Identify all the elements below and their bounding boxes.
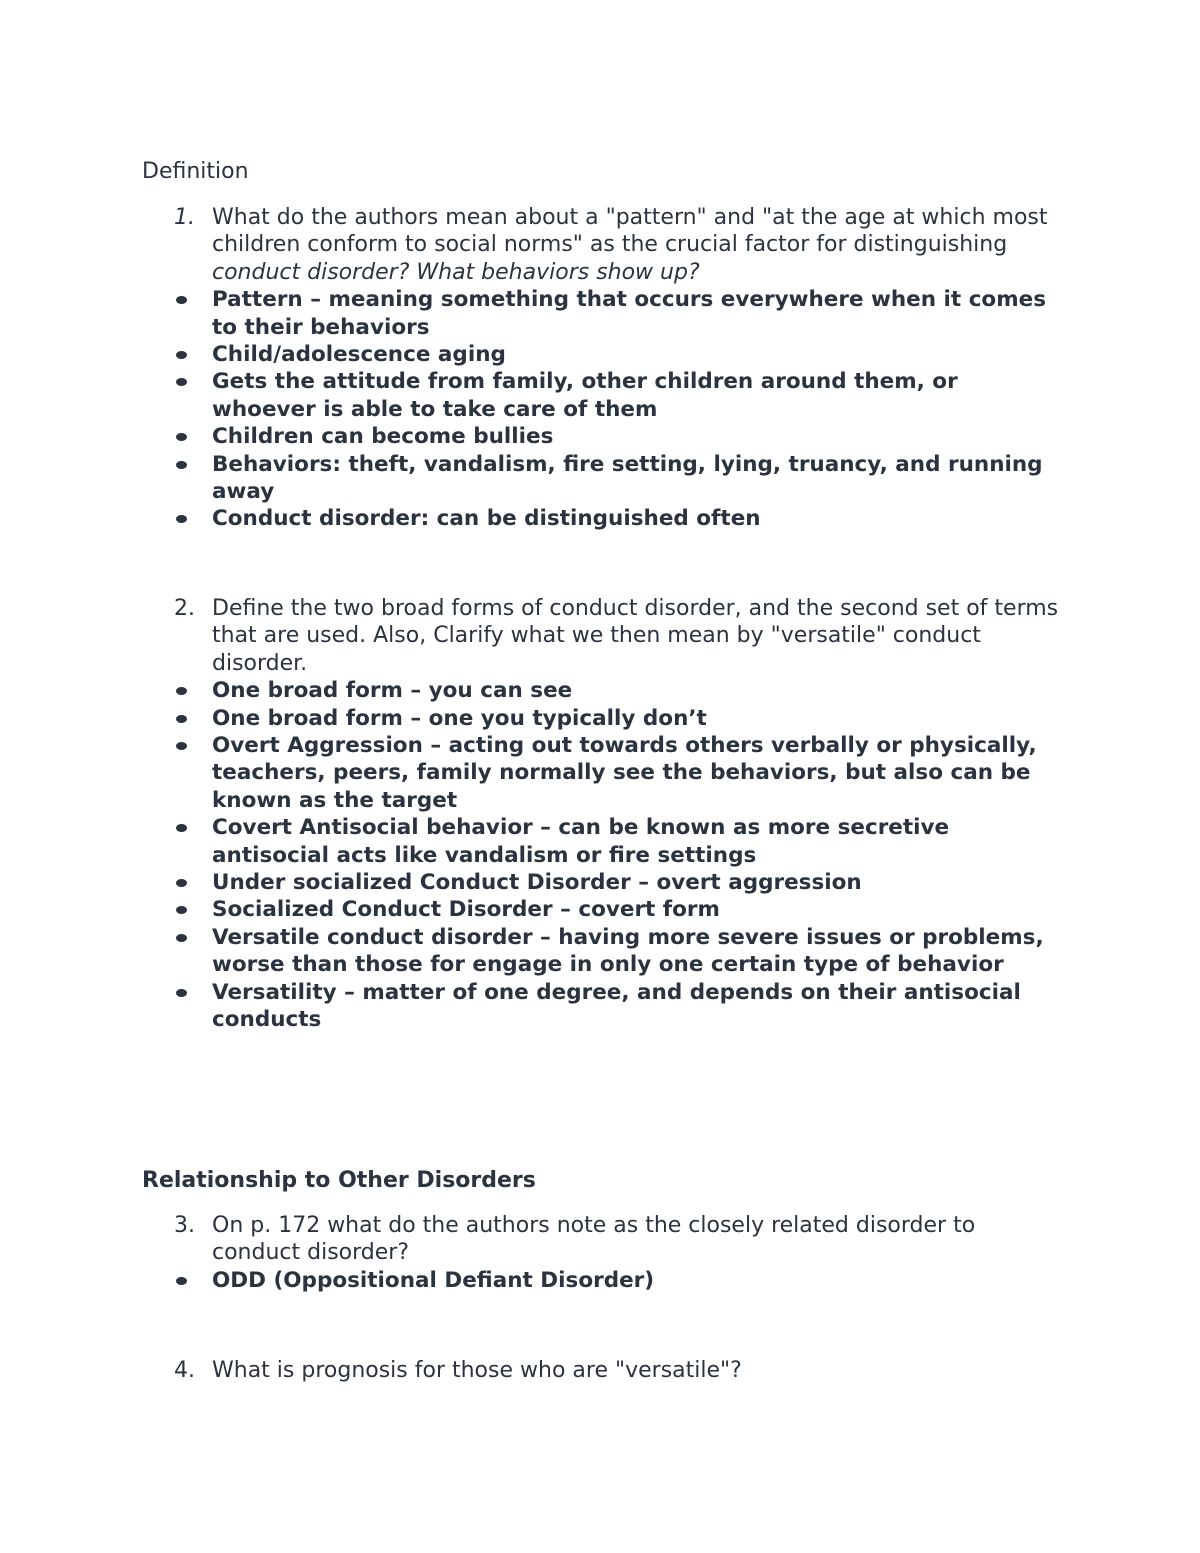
list-item: [0, 451, 1062, 506]
list-item: [0, 505, 1062, 532]
list-item-text: ODD (Oppositional Defiant Disorder): [212, 1267, 655, 1293]
list-item-text: Versatile conduct disorder – having more severe issues or problems, worse than those for engage in only one certain type of behavior: [212, 924, 1044, 978]
list-item-text: Pattern – meaning something that occurs everywhere when it comes to their behaviors: [212, 287, 1046, 340]
list-item: [0, 732, 1062, 814]
list-item: [0, 979, 1062, 1034]
list-item: [0, 677, 1062, 704]
question-2-text: Define the two broad forms of conduct disorder, and the second set of terms that are used. Also, Clarify what we then mean by "versatile" conduct disorder.: [212, 596, 1059, 676]
question-number: 3.: [174, 1213, 195, 1238]
question-1-block: [0, 204, 1200, 533]
list-item-text: Behaviors: theft, vandalism, fire setting, lying, truancy, and running away: [212, 451, 1043, 505]
bullet-icon: [176, 989, 187, 997]
list-item: [0, 896, 1062, 923]
list-item-text: Under socialized Conduct Disorder – overt aggression: [212, 870, 862, 896]
list-item-text: Versatility – matter of one degree, and depends on their antisocial conducts: [212, 979, 1021, 1033]
list-item: [0, 814, 1062, 869]
question-4-block: [0, 1357, 1200, 1384]
bullet-icon: [176, 433, 187, 441]
list-item: [0, 869, 1062, 896]
question-number: 4.: [174, 1358, 195, 1383]
list-item-text: Overt Aggression – acting out towards others verbally or physically, teachers, peers, family normally see the behaviors, but also can be known as the target: [212, 733, 1037, 813]
bullet-icon: [176, 296, 187, 304]
list-item-text: Socialized Conduct Disorder – covert form: [212, 897, 720, 923]
bullet-icon: [176, 687, 187, 695]
bullet-icon: [176, 1277, 187, 1285]
question-3: [0, 1212, 1062, 1267]
list-item-text: Gets the attitude from family, other children around them, or whoever is able to take care of them: [212, 369, 958, 422]
bullet-icon: [176, 351, 187, 359]
bullet-icon: [176, 742, 187, 750]
bullet-icon: [176, 824, 187, 832]
question-1-italic-text: conduct disorder? What behaviors show up?: [212, 259, 700, 285]
question-2: [0, 595, 1062, 677]
question-3-text: On p. 172 what do the authors note as the closely related disorder to conduct disorder?: [212, 1213, 976, 1266]
list-item-text: One broad form – one you typically don’t: [212, 705, 707, 731]
question-1: [0, 204, 1062, 286]
bullet-icon: [176, 378, 187, 386]
question-number: 2.: [174, 596, 195, 621]
list-item: [0, 368, 1062, 423]
answer-list-2: [0, 677, 1200, 1033]
list-item-text: One broad form – you can see: [212, 678, 573, 704]
section-heading-relationship: Relationship to Other Disorders: [142, 1168, 536, 1193]
answer-list-3: [0, 1267, 1200, 1294]
list-item: [0, 341, 1062, 368]
question-4-text: What is prognosis for those who are "versatile"?: [212, 1358, 742, 1383]
question-2-block: [0, 595, 1200, 1034]
question-1-text: What do the authors mean about a "pattern" and "at the age at which most children conform to social norms" as the crucial factor for distinguishing: [212, 205, 1048, 258]
list-item: [0, 705, 1062, 732]
list-item: [0, 1267, 1062, 1294]
list-item-text: Child/adolescence aging: [212, 342, 506, 368]
list-item-text: Covert Antisocial behavior – can be known as more secretive antisocial acts like vandalism or fire settings: [212, 815, 950, 868]
bullet-icon: [176, 906, 187, 914]
list-item: [0, 286, 1062, 341]
section-heading-definition: Definition: [142, 159, 249, 184]
bullet-icon: [176, 879, 187, 887]
list-item: [0, 924, 1062, 979]
question-number: 1.: [174, 205, 195, 230]
question-4: [0, 1357, 1062, 1384]
list-item: [0, 423, 1062, 450]
list-item-text: Children can become bullies: [212, 424, 554, 450]
answer-list-1: [0, 286, 1200, 533]
bullet-icon: [176, 515, 187, 523]
bullet-icon: [176, 934, 187, 942]
question-3-block: [0, 1212, 1200, 1294]
bullet-icon: [176, 715, 187, 723]
list-item-text: Conduct disorder: can be distinguished often: [212, 506, 761, 532]
bullet-icon: [176, 461, 187, 469]
